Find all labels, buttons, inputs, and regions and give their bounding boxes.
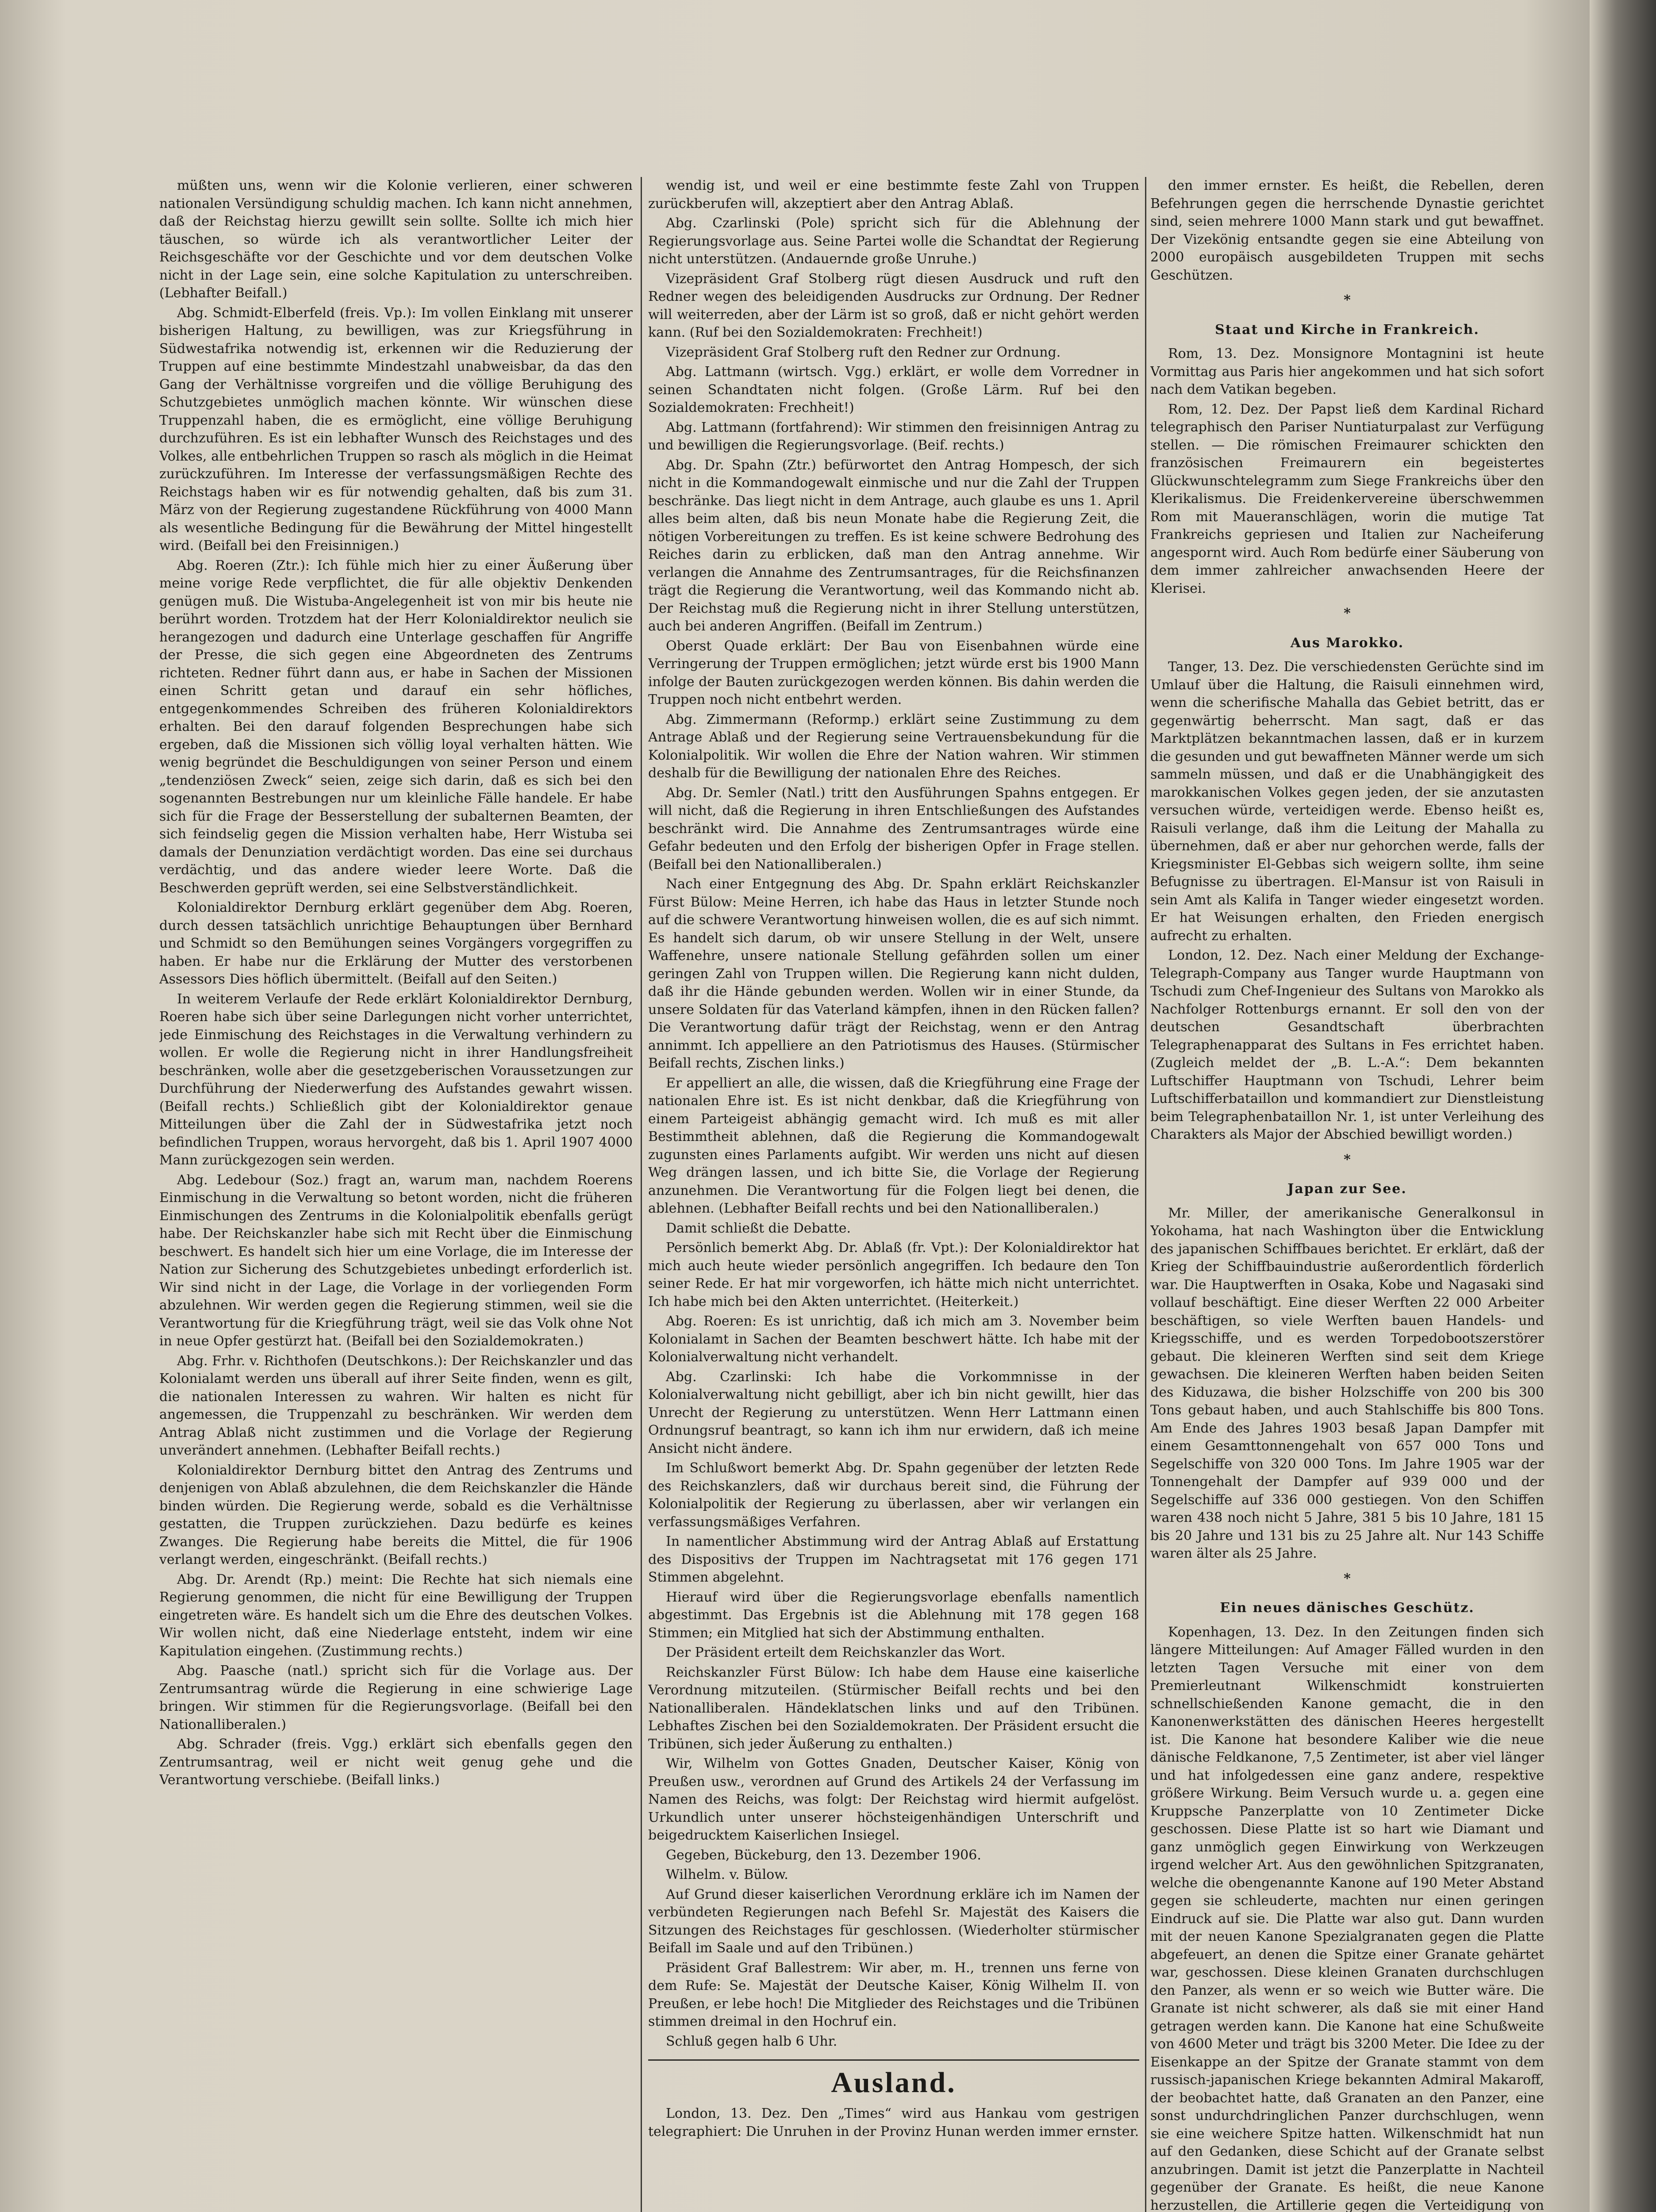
- article-paragraph: Vizepräsident Graf Stolberg rügt diesen Ausdruck und ruft den Redner wegen des beleidigenden Ausdrucks zur Ordnung. Der Redner will weiterreden, aber der Lärm ist so groß, daß er nicht gehört werden kann. (Ruf bei den Sozialdemokraten: Frechheit!): [648, 271, 1139, 340]
- article-paragraph: Abg. Dr. Spahn (Ztr.) befürwortet den Antrag Hompesch, der sich nicht in die Kommandogewalt einmische und nur die Zahl der Truppen beschränke. Das liegt nicht in dem Antrage, auch glaube es uns 1. April alles beim alten, daß bis neun Monate habe die Regierung Zeit, die nötigen Vorbereitungen zu treffen. Es ist keine schwere Bedrohung des Reiches darin zu erblicken, daß man den Antrag annehme. Wir verlangen die Annahme des Zentrumsantrages, für die Reichsfinanzen trägt die Regierung die Verantwortung, weil das Kommando nicht ab. Der Reichstag muß die Regierung nicht in ihrer Stellung unterstützen, auch bei anderen Angriffen. (Beifall im Zentrum.): [648, 457, 1139, 634]
- section-paragraph: Rom, 13. Dez. Monsignore Montagnini ist heute Vormittag aus Paris hier angekommen und hat sich sofort nach dem Vatikan begeben.: [1150, 346, 1544, 397]
- article-paragraph: Oberst Quade erklärt: Der Bau von Eisenbahnen würde eine Verringerung der Truppen ermöglichen; jetzt würde erst bis 1900 Mann infolge der Bauten zurückgezogen werden können. Bis dahin werden die Truppen noch nicht entbehrt werden.: [648, 638, 1139, 707]
- article-paragraph: Abg. Lattmann (wirtsch. Vgg.) erklärt, er wolle dem Vorredner in seinen Schandtaten nicht folgen. (Große Lärm. Ruf bei den Sozialdemokraten: Frechheit!): [648, 364, 1139, 415]
- article-paragraph: Abg. Schrader (freis. Vgg.) erklärt sich ebenfalls gegen den Zentrumsantrag, weil er nicht weit genug gehe und die Verantwortung verschiebe. (Beifall links.): [159, 1736, 633, 1788]
- article-paragraph: Er appelliert an alle, die wissen, daß die Kriegführung eine Frage der nationalen Ehre ist. Es ist nicht denkbar, daß die Kriegführung von einem Parteigeist abhängig gemacht wird. Ich muß es mit aller Bestimmtheit ablehnen, daß die Regierung die Kommandogewalt zugunsten eines Parlaments aufgibt. Wir werden uns nicht auf diesen Weg drängen lassen, und ich bitte Sie, die Vorlage der Regierung anzunehmen. Die Verantwortung für die Folgen liegt bei denen, die ablehnen. (Lebhafter Beifall rechts und bei den Nationalliberalen.): [648, 1075, 1139, 1216]
- section-paragraph: London, 12. Dez. Nach einer Meldung der Exchange-Telegraph-Company aus Tanger wurde Hauptmann von Tschudi zum Chef-Ingenieur des Sultans von Marokko als Nachfolger Rottenburgs ernannt. Er soll den von der deutschen Gesandtschaft überbrachten Telegraphenapparat des Sultans in Fes errichtet haben. (Zugleich meldet der „B. L.-A.“: Dem bekannten Luftschiffer Hauptmann von Tschudi, Lehrer beim Luftschifferbataillon und kommandiert zur Dienstleistung beim Telegraphenbataillon Nr. 1, ist unter Verleihung des Charakters als Major der Abschied bewilligt worden.): [1150, 948, 1544, 1142]
- article-paragraph: Abg. Frhr. v. Richthofen (Deutschkons.): Der Reichskanzler und das Kolonialamt werden uns überall auf ihrer Seite finden, wenn es gilt, die nationalen Interessen zu wahren. Wir halten es nicht für angemessen, die Truppenzahl zu beschränken. Wir werden dem Antrag Ablaß nicht zustimmen und die Vorlage der Regierung unverändert annehmen. (Lebhafter Beifall rechts.): [159, 1353, 633, 1458]
- column-right-sections: [1150, 292, 1544, 2212]
- article-paragraph: Abg. Dr. Arendt (Rp.) meint: Die Rechte hat sich niemals eine Regierung genommen, die nicht für eine Bewilligung der Truppen eingetreten wäre. Es handelt sich um die Ehre des deutschen Volkes. Wir wollen nicht, daß eine Niederlage entsteht, indem wir eine Kapitulation eingehen. (Zustimmung rechts.): [159, 1571, 633, 1659]
- article-paragraph: Auf Grund dieser kaiserlichen Verordnung erkläre ich im Namen der verbündeten Regierungen nach Befehl Sr. Majestät des Kaisers die Sitzungen des Reichstages für geschlossen. (Wiederholter stürmischer Beifall im Saale und auf den Tribünen.): [648, 1886, 1139, 1956]
- article-paragraph: wendig ist, und weil er eine bestimmte feste Zahl von Truppen zurückberufen will, akzeptiert aber den Antrag Ablaß.: [648, 178, 1139, 211]
- article-paragraph: Präsident Graf Ballestrem: Wir aber, m. H., trennen uns ferne von dem Rufe: Se. Majestät der Deutsche Kaiser, König Wilhelm II. von Preußen, er lebe hoch! Die Mitglieder des Reichstages und die Tribünen stimmen dreimal in den Hochruf ein.: [648, 1960, 1139, 2029]
- article-paragraph: Abg. Roeren (Ztr.): Ich fühle mich hier zu einer Äußerung über meine vorige Rede verpflichtet, die für alle objektiv Denkenden genügen muß. Die Wistuba-Angelegenheit ist von mir bis heute nie berührt worden. Trotzdem hat der Herr Kolonialdirektor neulich sie herangezogen und dadurch eine Unterlage geschaffen für Angriffe der Presse, die sich gegen eine Abgeordneten des Zentrums richteten. Redner führt dann aus, er habe in Sachen der Missionen einen Schritt getan und darauf ein sehr höfliches, entgegenkommendes Schreiben des früheren Kolonialdirektors erhalten. Bei den darauf folgenden Besprechungen habe sich ergeben, daß die Missionen sich völlig loyal verhalten hätten. Wie wenig begründet die Beschuldigungen von seiner Person und einem „tendenziösen Zweck“ seien, zeige sich darin, daß es sich bei den sogenannten Bestrebungen nur um kleinliche Fälle handele. Er habe sich für die Frage der Besserstellung der subalternen Beamten, der sich feindselig gegen die Mission verhalten habe, Herr Wistuba sei damals der Denunziation verdächtigt worden. Das eine sei durchaus verdächtig, und das andere wieder leere Worte. Daß die Beschwerden geprüft werden, sei eine Selbstverständlichkeit.: [159, 557, 633, 896]
- column-middle-text: [648, 177, 1139, 2051]
- book-spine-shadow: [1590, 0, 1656, 2212]
- section-heading: Staat und Kirche in Frankreich.: [1215, 322, 1479, 338]
- article-paragraph: Abg. Lattmann (fortfahrend): Wir stimmen den freisinnigen Antrag zu und bewilligen die Regierungsvorlage. (Beif. rechts.): [648, 419, 1139, 453]
- article-paragraph: Wir, Wilhelm von Gottes Gnaden, Deutscher Kaiser, König von Preußen usw., verordnen auf Grund des Artikels 24 der Verfassung im Namen des Reichs, was folgt: Der Reichstag wird hiermit aufgelöst. Urkundlich unter unserer höchsteigenhändigen Unterschrift und beigedrucktem Kaiserlichen Insiegel.: [648, 1756, 1139, 1843]
- article-paragraph: Abg. Schmidt-Elberfeld (freis. Vp.): Im vollen Einklang mit unserer bisherigen Haltung, zu bewilligen, was zur Kriegsführung in Südwestafrika notwendig ist, erkennen wir die Reduzierung der Truppen auf eine bestimmte Mindestzahl unabweisbar, da das den Gang der Verhältnisse vorgreifen und die völlige Beruhigung des Schutzgebietes unmöglich machen könnte. Wir wünschen diese Truppenzahl haben, die es ermöglicht, eine völlige Beruhigung durchzuführen. Es ist ein lebhafter Wunsch des Reichstages und des Volkes, alle entbehrlichen Truppen so rasch als möglich in die Heimat zurückzuführen. Im Interesse der verfassungsmäßigen Rechte des Reichstags haben wir es für notwendig gehalten, daß bis zum 31. März von der Regierung zugestandene Rückführung von 4000 Mann als wesentliche Bedingung für die Bewährung der Mittel hingestellt wird. (Beifall bei den Freisinnigen.): [159, 305, 633, 553]
- section-separator-star: *: [1344, 606, 1351, 621]
- article-paragraph: Wilhelm. v. Bülow.: [666, 1867, 788, 1882]
- ausland-title: Ausland.: [831, 2066, 957, 2099]
- section-heading: Japan zur See.: [1287, 1181, 1407, 1197]
- section-paragraph: Kopenhagen, 13. Dez. In den Zeitungen finden sich längere Mitteilungen: Auf Amager Fälled wurden in den letzten Tagen Versuche mit einer von dem Premierleutnant Wilkenschmidt konstruierten schnellschießenden Kanone gemacht, die in den Kanonenwerkstätten des dänischen Heeres hergestellt ist. Die Kanone hat besondere Kaliber wie die neue dänische Feldkanone, 7,5 Zentimeter, ist aber viel länger und hat infolgedessen eine ganz andere, respektive größere Wirkung. Beim Versuch wurde u. a. gegen eine Kruppsche Panzerplatte von 10 Zentimeter Dicke geschossen. Diese Platte ist so hart wie Diamant und ganz unmöglich gegen Einwirkung von Werkzeugen irgend welcher Art. Aus den gewöhnlichen Spitzgranaten, welche die obengenannte Kanone auf 190 Meter Abstand gegen sie schleuderte, machten nur einen geringen Eindruck auf sie. Die Platte war also gut. Dann wurden mit der neuen Kanone Spezialgranaten gegen die Platte abgefeuert, an denen die Spitze einer Granate gehärtet war, geschossen. Diese kleinen Granaten durchschlugen den Panzer, als wenn er so weich wie Butter wäre. Die Granate ist nicht schwerer, als daß sie mit einer Hand getragen werden kann. Die Kanone hat eine Schußweite von 4600 Meter und trägt bis 3200 Meter. Die Idee zu der Eisenkappe an der Spitze der Granate stammt von dem russisch-japanischen Kriege bekannten Admiral Makaroff, der beobachtet hatte, daß Granaten an den Panzer, eine sonst undurchdringlichen Panzer durchschlugen, wenn sie eine weichere Spitze hatten. Wilkenschmidt hat nun auf den Gedanken, diese Schicht auf der Granate selbst anzubringen. Damit ist jetzt die Panzerplatte in Nachteil gegenüber der Granate. Es heißt, die neue Kanone herzustellen, die Artillerie gegen die Verteidigung von: [1150, 1624, 1544, 2212]
- column-divider-1: [641, 177, 642, 2212]
- article-paragraph: Abg. Dr. Semler (Natl.) tritt den Ausführungen Spahns entgegen. Er will nicht, daß die Regierung in ihren Entschließungen des Aufstandes beschränkt wird. Die Annahme des Zentrumsantrages würde eine Gefahr bedeuten und den Erfolg der bisherigen Opfer in Frage stellen. (Beifall bei den Nationalliberalen.): [648, 785, 1139, 872]
- section-paragraph: Tanger, 13. Dez. Die verschiedensten Gerüchte sind im Umlauf über die Haltung, die Raisuli einnehmen wird, wenn die scherifische Mahalla das Gebiet betritt, das er gegenwärtig beherrscht. Man sagt, daß er das Marktplätzen bekanntmachen lassen, daß er in kurzem die gesunden und gut bewaffneten Männer werde um sich sammeln müssen, und daß er die Unabhängigkeit des marokkanischen Volkes gegen jeden, der sie anzutasten versuchen würde, verteidigen werde. Ebenso heißt es, Raisuli verlange, daß ihm die Leitung der Mahalla zu übernehmen, daß er aber nur gehorchen werde, falls der Kriegsminister El-Gebbas sich weigern sollte, ihm seine Befugnisse zu übertragen. El-Mansur ist von Raisuli in sein Amt als Kalifa in Tanger wieder eingesetzt worden. Er hat Weisungen erhalten, den Frieden energisch aufrecht zu erhalten.: [1150, 659, 1544, 944]
- ausland-text: London, 13. Dez. Den „Times“ wird aus Hankau vom gestrigen telegraphiert: Die Unruhen in der Provinz Hunan werden immer ernster.: [648, 2106, 1139, 2139]
- article-paragraph: Im Schlußwort bemerkt Abg. Dr. Spahn gegenüber der letzten Rede des Reichskanzlers, daß wir durchaus bereit sind, die Führung der Kolonialpolitik der Regierung zu überlassen, aber wir verlangen ein verfassungsmäßiges Verfahren.: [648, 1460, 1139, 1530]
- article-paragraph: Nach einer Entgegnung des Abg. Dr. Spahn erklärt Reichskanzler Fürst Bülow: Meine Herren, ich habe das Haus in letzter Stunde noch auf die schwere Verantwortung hinweisen wollen, die es auf sich nimmt. Es handelt sich darum, ob wir unsere Stellung in der Welt, unsere Waffenehre, unsere nationale Stellung gefährden sollen um einer geringen Zahl von Truppen willen. Die Regierung kann nicht dulden, daß ihr die Hände gebunden werden. Wollen wir in einer Stunde, da unsere Soldaten für das Vaterland kämpfen, ihnen in den Rücken fallen? Die Verantwortung dafür trägt der Reichstag, wenn er den Antrag annimmt. Ich appelliere an den Patriotismus des Hauses. (Stürmischer Beifall rechts, Zischen links.): [648, 876, 1139, 1071]
- article-paragraph: Abg. Czarlinski: Ich habe die Vorkommnisse in der Kolonialverwaltung nicht gebilligt, aber ich bin nicht gewillt, hier das Unrecht der Regierung zu unterstützen. Wenn Herr Lattmann einen Ordnungsruf beantragt, so kann ich ihm nur erwidern, daß ich meine Ansicht nicht ändere.: [648, 1369, 1139, 1456]
- ausland-rule: [648, 2059, 1139, 2061]
- column-right: [1150, 177, 1544, 2212]
- article-paragraph: Abg. Czarlinski (Pole) spricht sich für die Ablehnung der Regierungsvorlage aus. Seine Partei wolle die Schandtat der Regierung nicht unterstützen. (Andauernde große Unruhe.): [648, 215, 1139, 267]
- article-paragraph: müßten uns, wenn wir die Kolonie verlieren, einer schweren nationalen Versündigung schuldig machen. Ich kann nicht annehmen, daß der Reichstag hierzu gewillt sein sollte. Sollte ich mich hier täuschen, so würde ich als verantwortlicher Leiter der Reichsgeschäfte vor der Geschichte und vor dem deutschen Volke nicht in der Lage sein, eine solche Kapitulation zu unterschreiben. (Lebhafter Beifall.): [159, 178, 633, 301]
- article-paragraph: Abg. Zimmermann (Reformp.) erklärt seine Zustimmung zu dem Antrage Ablaß und der Regierung seine Vertrauensbekundung für die Kolonialpolitik. Wir wollen die Ehre der Nation wahren. Wir stimmen deshalb für die Bewilligung der nationalen Ehre des Reiches.: [648, 711, 1139, 781]
- article-paragraph: Persönlich bemerkt Abg. Dr. Ablaß (fr. Vpt.): Der Kolonialdirektor hat mich auch heute wieder persönlich angegriffen. Ich bedaure den Ton seiner Rede. Er hat mir vorgeworfen, ich hätte mich nicht unterrichtet. Ich habe mich bei den Akten unterrichtet. (Heiterkeit.): [648, 1240, 1139, 1310]
- article-paragraph: Hierauf wird über die Regierungsvorlage ebenfalls namentlich abgestimmt. Das Ergebnis ist die Ablehnung mit 178 gegen 168 Stimmen; ein Mitglied hat sich der Abstimmung enthalten.: [648, 1589, 1139, 1641]
- article-paragraph: Gegeben, Bückeburg, den 13. Dezember 1906.: [666, 1847, 981, 1863]
- section-separator-star: *: [1344, 292, 1351, 308]
- section-separator-star: *: [1344, 1571, 1351, 1586]
- section-paragraph: Rom, 12. Dez. Der Papst ließ dem Kardinal Richard telegraphisch den Pariser Nuntiaturpalast zur Verfügung stellen. — Die römischen Freimaurer schickten den französischen Freimaurern ein begeistertes Glückwunschtelegramm zum Siege Frankreichs über den Klerikalismus. Die Freidenkervereine überschwemmen Rom mit Maueranschlägen, worin die mutige Tat Frankreichs gepriesen und Italien zur Nacheiferung angespornt wird. Auch Rom bedürfe einer Säuberung von dem immer zahlreicher anwachsenden Heere der Klerisei.: [1150, 401, 1544, 596]
- article-paragraph: Reichskanzler Fürst Bülow: Ich habe dem Hause eine kaiserliche Verordnung mitzuteilen. (Stürmischer Beifall rechts und bei den Nationalliberalen. Händeklatschen links und auf den Tribünen. Lebhaftes Zischen bei den Sozialdemokraten. Der Präsident ersucht die Tribünen, sich jeder Äußerung zu enthalten.): [648, 1664, 1139, 1752]
- article-paragraph: Der Präsident erteilt dem Reichskanzler das Wort.: [666, 1645, 1006, 1660]
- section-separator-star: *: [1344, 1152, 1351, 1167]
- article-paragraph: Damit schließt die Debatte.: [666, 1220, 851, 1236]
- article-paragraph: Abg. Ledebour (Soz.) fragt an, warum man, nachdem Roerens Einmischung in die Verwaltung so betont worden, nicht die früheren Einmischungen des Zentrums in die Kolonialpolitik ebenfalls gerügt habe. Der Reichskanzler habe sich mit Recht über die Einmischung beschwert. Es handelt sich hier um eine Vorlage, die im Interesse der Nation zur Sicherung des Schutzgebietes unbedingt erforderlich ist. Wir sind nicht in der Lage, die Vorlage in der vorliegenden Form abzulehnen. Wir werden gegen die Regierung stimmen, weil sie die Verantwortung für die Kriegführung trägt, weil sie das Volk ohne Not in neue Opfer gestürzt hat. (Beifall bei den Sozialdemokraten.): [159, 1172, 633, 1349]
- column-divider-2: [1145, 177, 1146, 2212]
- article-paragraph: Schluß gegen halb 6 Uhr.: [666, 2033, 838, 2049]
- column-left: [159, 177, 633, 2212]
- article-paragraph: In weiterem Verlaufe der Rede erklärt Kolonialdirektor Dernburg, Roeren habe sich über seine Darlegungen nicht vorher unterrichtet, jede Einmischung des Reichstages in die Verwaltung verhindern zu wollen. Er wolle die Regierung nicht in ihrer Handlungsfreiheit beschränken, wolle aber die gesetzgeberischen Voraussetzungen zur Durchführung der Niederwerfung des Aufstandes gewahrt wissen. (Beifall rechts.) Schließlich gibt der Kolonialdirektor genaue Mitteilungen über die Zahl der in Südwestafrika jetzt noch befindlichen Truppen, woraus hervorgeht, daß bis 1. April 1907 4000 Mann zurückgezogen sein werden.: [159, 991, 633, 1168]
- article-paragraph: Abg. Roeren: Es ist unrichtig, daß ich mich am 3. November beim Kolonialamt in Sachen der Beamten beschwert hätte. Ich habe mit der Kolonialverwaltung nicht verhandelt.: [648, 1313, 1139, 1365]
- article-paragraph: Abg. Paasche (natl.) spricht sich für die Vorlage aus. Der Zentrumsantrag würde die Regierung in eine schwierige Lage bringen. Wir stimmen für die Regierungsvorlage. (Beifall bei den Nationalliberalen.): [159, 1663, 633, 1732]
- column-right-intro: den immer ernster. Es heißt, die Rebellen, deren Befehrungen gegen die herrschende Dynastie gerichtet sind, seien mehrere 1000 Mann stark und gut bewaffnet. Der Vizekönig entsandte gegen sie eine Abteilung von 2000 europäisch ausgebildeten Truppen mit sechs Geschützen.: [1150, 178, 1544, 283]
- article-paragraph: Kolonialdirektor Dernburg bittet den Antrag des Zentrums und denjenigen von Ablaß abzulehnen, die dem Reichskanzler die Hände binden würden. Die Regierung werde, sobald es die Verhältnisse gestatten, die Truppen zurückziehen. Dazu bedürfe es keines Zwanges. Die Regierung habe bereits die Mittel, die für 1906 verlangt werden, eingeschränkt. (Beifall rechts.): [159, 1462, 633, 1567]
- section-paragraph: Mr. Miller, der amerikanische Generalkonsul in Yokohama, hat nach Washington über die Entwicklung des japanischen Schiffbaues berichtet. Er erklärt, daß der Krieg der Schiffbauindustrie außerordentlich förderlich war. Die Hauptwerften in Osaka, Kobe und Nagasaki sind vollauf beschäftigt. Eine dieser Werften 22 000 Arbeiter beschäftigen, so viele Werften bauen Handels- und Kriegsschiffe, und es werden Torpedobootszerstörer gebaut. Die kleineren Werften sind seit dem Kriege gewachsen. Die kleineren Werften haben beiden Seiten des Kiduzawa, die bisher Holzschiffe von 200 bis 300 Tons gebaut haben, und auch Stahlschiffe bis 800 Tons. Am Ende des Jahres 1903 besaß Japan Dampfer mit einem Gesamttonnengehalt von 657 000 Tons und Segelschiffe von 320 000 Tons. Im Jahre 1905 war der Tonnengehalt der Dampfer auf 939 000 und der Segelschiffe auf 336 000 gestiegen. Von den Schiffen waren 438 noch nicht 5 Jahre, 381 5 bis 10 Jahre, 181 15 bis 20 Jahre und 131 bis zu 25 Jahre alt. Nur 143 Schiffe waren älter als 25 Jahre.: [1150, 1205, 1544, 1561]
- column-left-text: [159, 177, 633, 1790]
- newspaper-page: [159, 177, 1548, 2212]
- section-heading: Aus Marokko.: [1290, 635, 1404, 651]
- article-paragraph: Kolonialdirektor Dernburg erklärt gegenüber dem Abg. Roeren, durch dessen tatsächlich unrichtige Behauptungen über Bernhard und Schmidt so den Bemühungen seines Vorgängers vorgegriffen zu haben. Er habe nur die Erklärung der Mutter des verstorbenen Assessors Dies höflich übermittelt. (Beifall auf den Seiten.): [159, 900, 633, 987]
- article-paragraph: In namentlicher Abstimmung wird der Antrag Ablaß auf Erstattung des Dispositivs der Truppen im Nachtragsetat mit 176 gegen 171 Stimmen abgelehnt.: [648, 1534, 1139, 1585]
- column-middle: [648, 177, 1139, 2212]
- article-paragraph: Vizepräsident Graf Stolberg ruft den Redner zur Ordnung.: [666, 344, 1061, 360]
- section-heading: Ein neues dänisches Geschütz.: [1220, 1600, 1475, 1616]
